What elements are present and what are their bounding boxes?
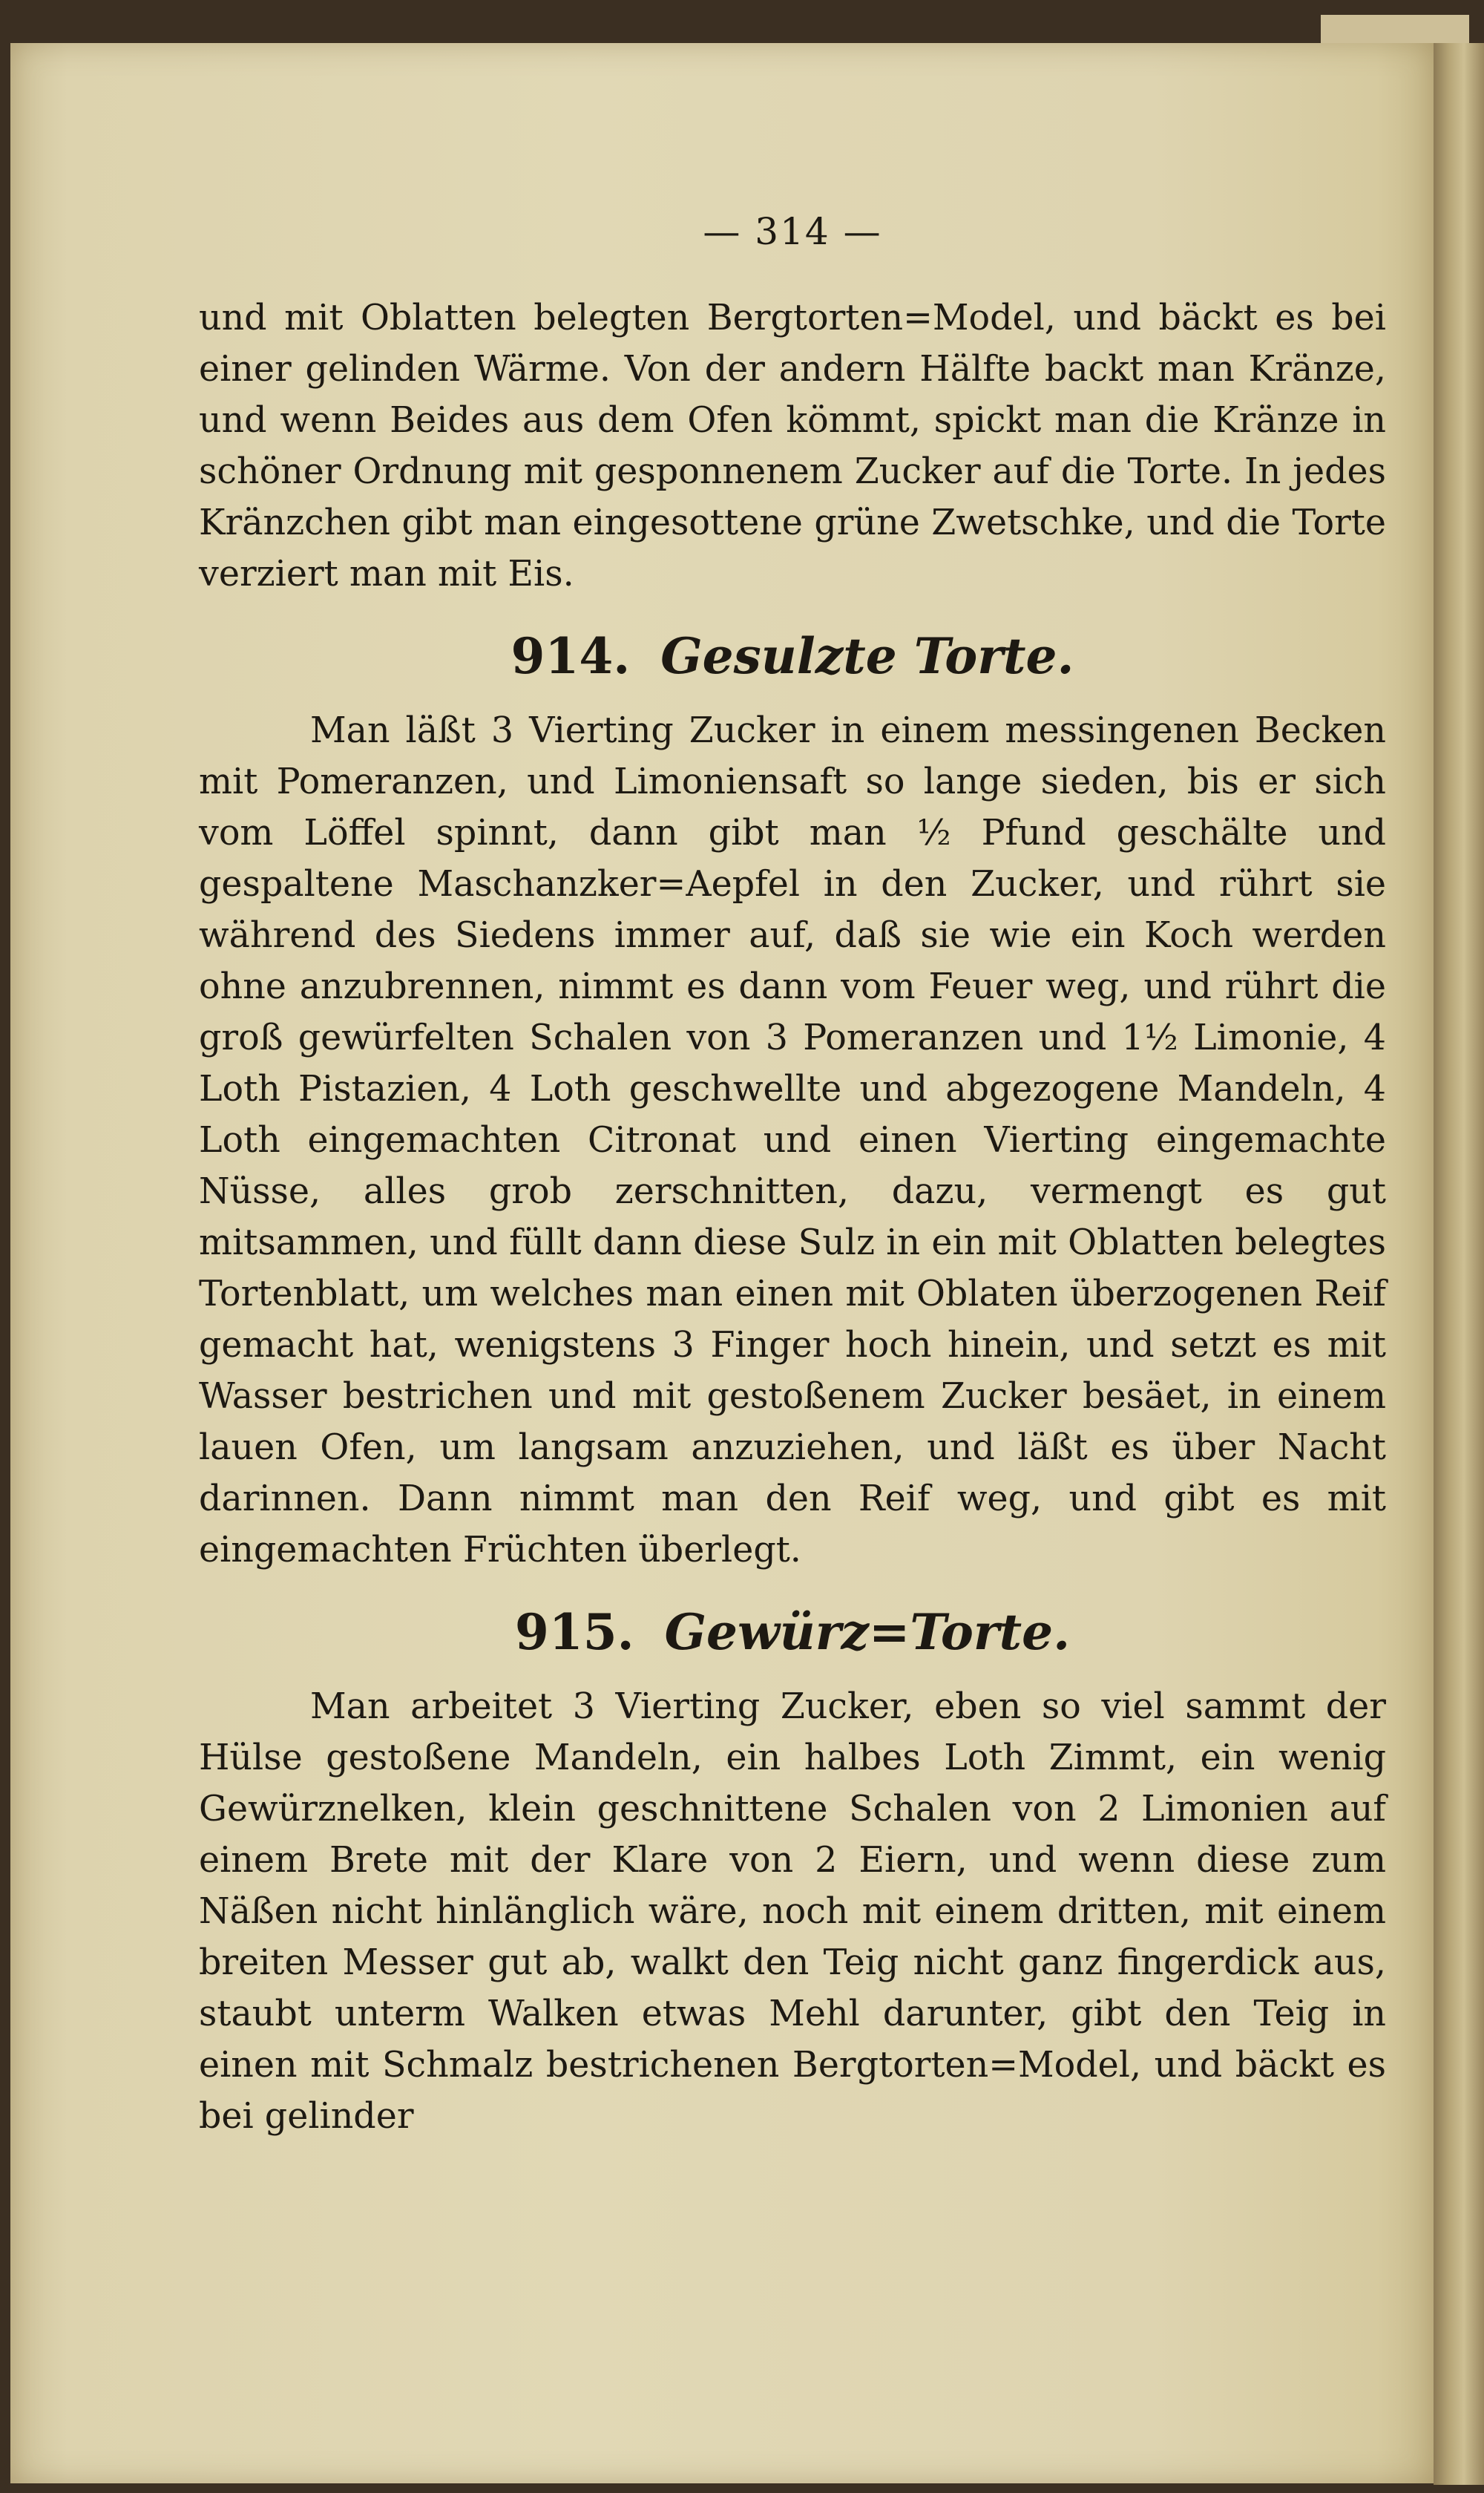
page-number: — 314 — bbox=[703, 210, 882, 253]
recipe-number: 914. bbox=[510, 627, 631, 685]
continuation-paragraph: und mit Oblatten belegten Bergtorten=Model, und bäckt es bei einer gelinden Wärme. Von der andern Hälfte backt man Kränze, und wenn Beides aus dem Ofen kömmt, spickt man die Kränze in schöner Ordnung mit gesponnenem Zucker auf die Torte. In jedes Kränzchen gibt man eingesottene grüne Zwetschke, und die Torte verziert man mit Eis. bbox=[199, 298, 1386, 594]
recipe-heading-914 bbox=[199, 628, 1386, 684]
page-top-strip bbox=[1321, 15, 1469, 45]
recipe-number: 915. bbox=[514, 1603, 634, 1661]
recipe-paragraph-914: Man läßt 3 Vierting Zucker in einem messingenen Becken mit Pomeranzen, und Limoniensaft so lange sieden, bis er sich vom Löffel spinnt, dann gibt man ½ Pfund geschälte und gespaltene Maschanzker=Aepfel in den Zucker, und rührt sie während des Siedens immer auf, daß sie wie ein Koch werden ohne anzubrennen, nimmt es dann vom Feuer weg, und rührt die groß gewürfelten Schalen von 3 Pomeranzen und 1½ Limonie, 4 Loth Pistazien, 4 Loth geschwellte und abgezogene Mandeln, 4 Loth eingemachten Citronat und einen Vierting eingemachte Nüsse, alles grob zerschnitten, dazu, vermengt es gut mitsammen, und füllt dann diese Sulz in ein mit Oblatten belegtes Tortenblatt, um welches man einen mit Oblaten überzogenen Reif gemacht hat, wenigstens 3 Finger hoch hinein, und setzt es mit Wasser bestrichen und mit gestoßenem Zucker besäet, in einem lauen Ofen, um langsam anzuziehen, und läßt es über Nacht darinnen. Dann nimmt man den Reif weg, und gibt es mit eingemachten Früchten überlegt. bbox=[199, 710, 1386, 1570]
recipe-heading-915 bbox=[199, 1604, 1386, 1660]
recipe-paragraph-915: Man arbeitet 3 Vierting Zucker, eben so viel sammt der Hülse gestoßene Mandeln, ein halbes Loth Zimmt, ein wenig Gewürznelken, klein geschnittene Schalen von 2 Limonien auf einem Brete mit der Klare von 2 Eiern, und wenn diese zum Näßen nicht hinlänglich wäre, noch mit einem dritten, mit einem breiten Messer gut ab, walkt den Teig nicht ganz fingerdick aus, staubt unterm Walken etwas Mehl darunter, gibt den Teig in einen mit Schmalz bestrichenen Bergtorten=Model, und bäckt es bei gelinder bbox=[199, 1686, 1386, 2137]
page-text-area bbox=[199, 209, 1386, 2142]
recipe-title: Gesulzte Torte. bbox=[660, 627, 1074, 685]
next-page-edge bbox=[1434, 43, 1484, 2485]
recipe-title: Gewürz=Torte. bbox=[664, 1603, 1071, 1661]
